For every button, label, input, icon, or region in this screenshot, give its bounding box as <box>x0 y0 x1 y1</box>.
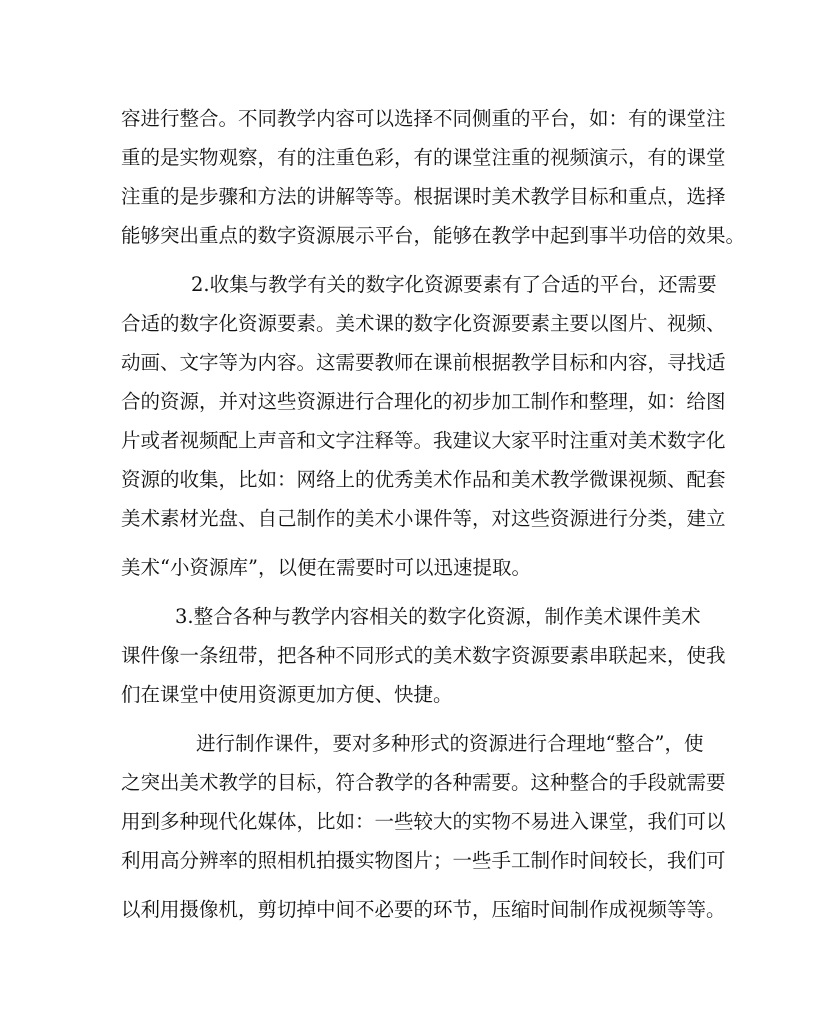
text-line: 以利用摄像机，剪切掉中间不必要的环节，压缩时间制作成视频等等。 <box>121 898 726 921</box>
text-line: 能够突出重点的数字资源展示平台，能够在教学中起到事半功倍的效果。 <box>121 224 746 247</box>
text-line: 用到多种现代化媒体，比如：一些较大的实物不易进入课堂，我们可以 <box>121 810 726 833</box>
text-line: 们在课堂中使用资源更加方便、快捷。 <box>121 683 453 706</box>
text-line: 课件像一条纽带，把各种不同形式的美术数字资源要素串联起来，使我 <box>121 644 726 667</box>
text-line: 美术素材光盘、自己制作的美术小课件等，对这些资源进行分类，建立 <box>121 507 726 530</box>
text-line: 重的是实物观察，有的注重色彩，有的课堂注重的视频演示，有的课堂 <box>121 146 726 169</box>
text-line: 之突出美术教学的目标，符合教学的各种需要。这种整合的手段就需要 <box>121 771 726 794</box>
text-line: 合适的数字化资源要素。美术课的数字化资源要素主要以图片、视频、 <box>121 312 726 335</box>
text-line: 资源的收集，比如：网络上的优秀美术作品和美术教学微课视频、配套 <box>121 468 726 491</box>
paragraph-first-line: 3.整合各种与教学内容相关的数字化资源，制作美术课件美术 <box>175 605 701 628</box>
text-line: 片或者视频配上声音和文字注释等。我建议大家平时注重对美术数字化 <box>121 429 726 452</box>
text-line: 利用高分辨率的照相机拍摄实物图片；一些手工制作时间较长，我们可 <box>121 849 726 872</box>
text-line: 美术“小资源库”，以便在需要时可以迅速提取。 <box>121 556 531 579</box>
paragraph-first-line: 进行制作课件，要对多种形式的资源进行合理地“整合”，使 <box>196 732 704 755</box>
text-line: 合的资源，并对这些资源进行合理化的初步加工制作和整理，如：给图 <box>121 390 726 413</box>
text-line: 注重的是步骤和方法的讲解等等。根据课时美术教学目标和重点，选择 <box>121 185 726 208</box>
paragraph-first-line: 2.收集与教学有关的数字化资源要素有了合适的平台，还需要 <box>191 273 717 296</box>
text-line: 容进行整合。不同教学内容可以选择不同侧重的平台，如：有的课堂注 <box>121 107 726 130</box>
text-line: 动画、文字等为内容。这需要教师在课前根据教学目标和内容，寻找适 <box>121 351 726 374</box>
